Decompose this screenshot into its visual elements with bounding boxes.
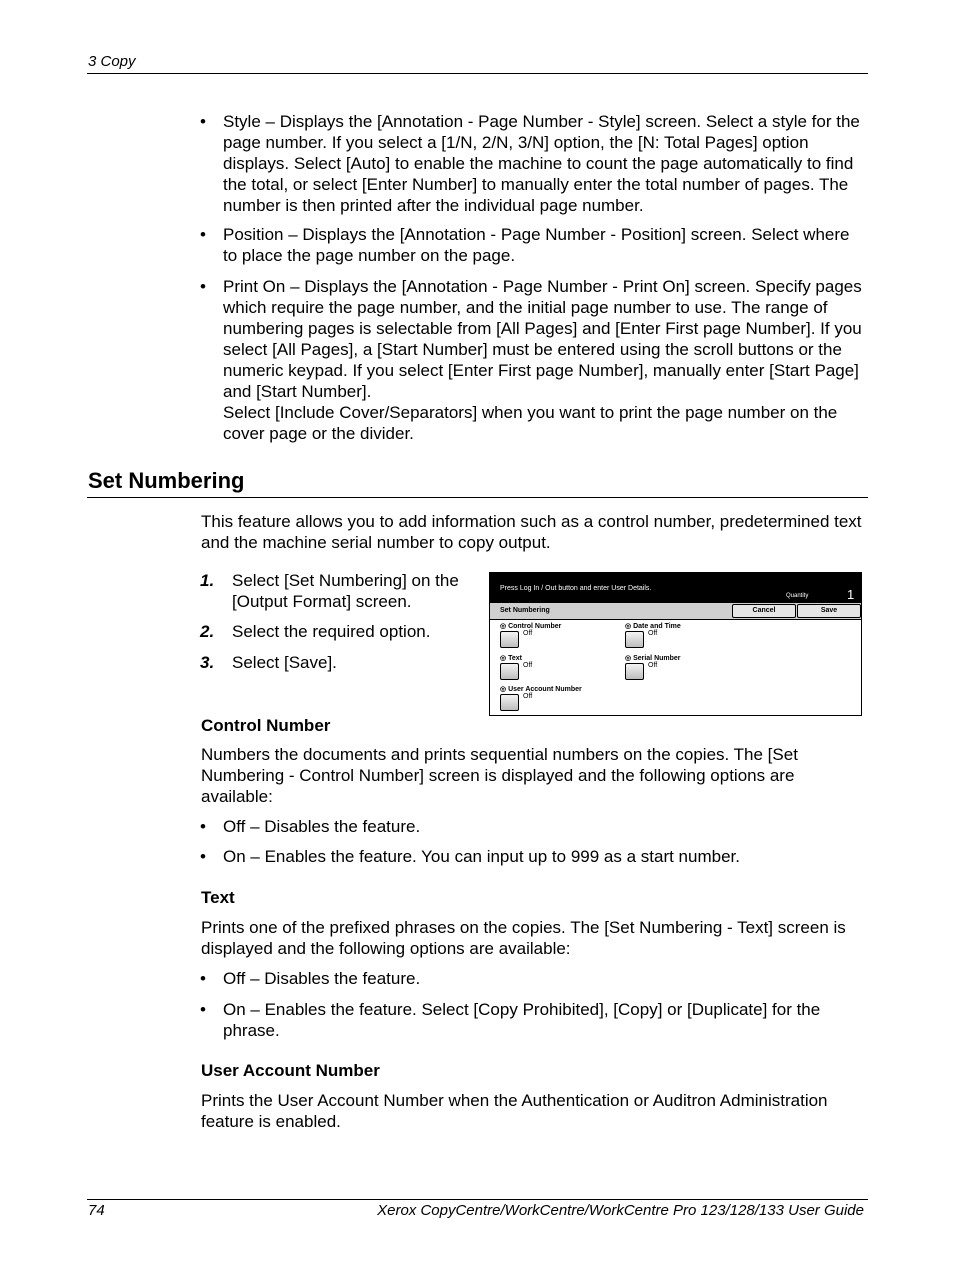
text-heading: Text bbox=[201, 888, 235, 907]
control-number-on bbox=[200, 846, 868, 867]
header-rule bbox=[87, 73, 868, 74]
user-account-heading: User Account Number bbox=[201, 1061, 380, 1080]
control-number-desc: Numbers the documents and prints sequential numbers on the copies. The [Set Numbering - Control Number] screen is displayed and the following options are available: bbox=[201, 745, 798, 806]
option-button[interactable] bbox=[500, 694, 519, 711]
option-label: ◎ Serial Number bbox=[625, 655, 681, 662]
option-label: ◎ User Account Number bbox=[500, 686, 582, 693]
text-desc: Prints one of the prefixed phrases on the copies. The [Set Numbering - Text] screen is displayed and the following options are available: bbox=[201, 918, 846, 958]
guide-title: Xerox CopyCentre/WorkCentre/WorkCentre Pro 123/128/133 User Guide bbox=[377, 1202, 864, 1219]
message-bar bbox=[490, 573, 861, 603]
cancel-button[interactable]: Cancel bbox=[732, 604, 796, 618]
step-2 bbox=[200, 621, 480, 642]
section-heading: Set Numbering bbox=[88, 468, 245, 493]
bullet-text: Style – Displays the [Annotation - Page Number - Style] screen. Select a style for the page number. If you select a [1/N, 2/N, 3/N] option, the [N: Total Pages] option displays. Select [Auto] to enable the machine to count the page automatically to find the total, or select [Enter Number] to manually enter the total number of pages. The number is then printed after the individual page number. bbox=[223, 112, 860, 215]
bullet-text: Print On – Displays the [Annotation - Page Number - Print On] screen. Specify pages which require the page number, and the initial page number to use. The range of numbering pages is selectable from [All Pages] and [Enter First page Number]. If you select [All Pages], a [Start Number] must be entered using the scroll buttons or the numeric keypad. If you select [Enter First page Number], manually enter [Start Page] and [Start Number]. Select [Include Cover/Separators] when you want to print the page number on the cover page or the divider. bbox=[223, 277, 862, 443]
option-value: Off bbox=[648, 662, 658, 669]
option-label-text: User Account Number bbox=[508, 686, 582, 693]
bullet-mark: • bbox=[200, 277, 206, 296]
bullet-print-on bbox=[200, 276, 868, 444]
option-control-number[interactable] bbox=[500, 622, 620, 652]
bullet-mark: • bbox=[200, 817, 206, 836]
option-value: Off bbox=[648, 630, 658, 637]
option-label-text: Control Number bbox=[508, 623, 562, 630]
section-rule bbox=[87, 497, 868, 498]
step-3 bbox=[200, 652, 480, 673]
option-label: ◎ Text bbox=[500, 655, 522, 662]
control-number-off bbox=[200, 816, 868, 837]
bullet-mark: • bbox=[200, 1000, 206, 1019]
quantity-label: Quantity bbox=[786, 593, 809, 599]
bullet-position bbox=[200, 224, 868, 266]
bullet-text: Off – Disables the feature. bbox=[223, 969, 421, 988]
save-button[interactable]: Save bbox=[797, 604, 861, 618]
option-value: Off bbox=[523, 693, 533, 700]
quantity-value: 1 bbox=[847, 587, 855, 602]
option-label-text: Text bbox=[508, 655, 522, 662]
step-number: 2. bbox=[200, 622, 215, 641]
bullet-mark: • bbox=[200, 225, 206, 244]
option-text[interactable] bbox=[500, 654, 620, 684]
option-label-text: Serial Number bbox=[633, 655, 681, 662]
option-button[interactable] bbox=[500, 631, 519, 648]
running-header: 3 Copy bbox=[88, 53, 136, 70]
section-intro: This feature allows you to add information such as a control number, predetermined text and the machine serial number to copy output. bbox=[201, 512, 862, 552]
option-label: ◎ Control Number bbox=[500, 623, 562, 630]
option-label-text: Date and Time bbox=[633, 623, 681, 630]
bullet-mark: • bbox=[200, 969, 206, 988]
option-button[interactable] bbox=[625, 631, 644, 648]
option-button[interactable] bbox=[625, 663, 644, 680]
option-label: ◎ Date and Time bbox=[625, 623, 681, 630]
option-button[interactable] bbox=[500, 663, 519, 680]
bullet-mark: • bbox=[200, 112, 206, 131]
option-serial-number[interactable] bbox=[625, 654, 745, 684]
bullet-style bbox=[200, 111, 868, 216]
bullet-text: On – Enables the feature. Select [Copy Prohibited], [Copy] or [Duplicate] for the phrase. bbox=[223, 1000, 821, 1040]
bullet-text: Off – Disables the feature. bbox=[223, 817, 421, 836]
step-number: 1. bbox=[200, 571, 215, 590]
step-1 bbox=[200, 570, 480, 612]
step-number: 3. bbox=[200, 653, 215, 672]
option-date-and-time[interactable] bbox=[625, 622, 745, 652]
user-account-desc: Prints the User Account Number when the Authentication or Auditron Administration feature is enabled. bbox=[201, 1091, 828, 1131]
option-user-account-number[interactable] bbox=[500, 685, 620, 715]
set-numbering-screenshot bbox=[489, 572, 862, 716]
step-text: Select [Save]. bbox=[232, 653, 337, 672]
step-text: Select [Set Numbering] on the [Output Format] screen. bbox=[232, 571, 459, 611]
bullet-text: Position – Displays the [Annotation - Page Number - Position] screen. Select where to place the page number on the page. bbox=[223, 225, 850, 265]
bullet-text: On – Enables the feature. You can input up to 999 as a start number. bbox=[223, 847, 740, 866]
page-number: 74 bbox=[88, 1202, 105, 1219]
bullet-mark: • bbox=[200, 847, 206, 866]
screen-title: Set Numbering bbox=[500, 607, 550, 614]
footer-rule bbox=[87, 1199, 868, 1200]
text-on bbox=[200, 999, 868, 1041]
login-message: Press Log In / Out button and enter User Details. bbox=[500, 585, 652, 592]
option-value: Off bbox=[523, 630, 533, 637]
option-value: Off bbox=[523, 662, 533, 669]
control-number-heading: Control Number bbox=[201, 716, 331, 735]
step-text: Select the required option. bbox=[232, 622, 431, 641]
text-off bbox=[200, 968, 868, 989]
